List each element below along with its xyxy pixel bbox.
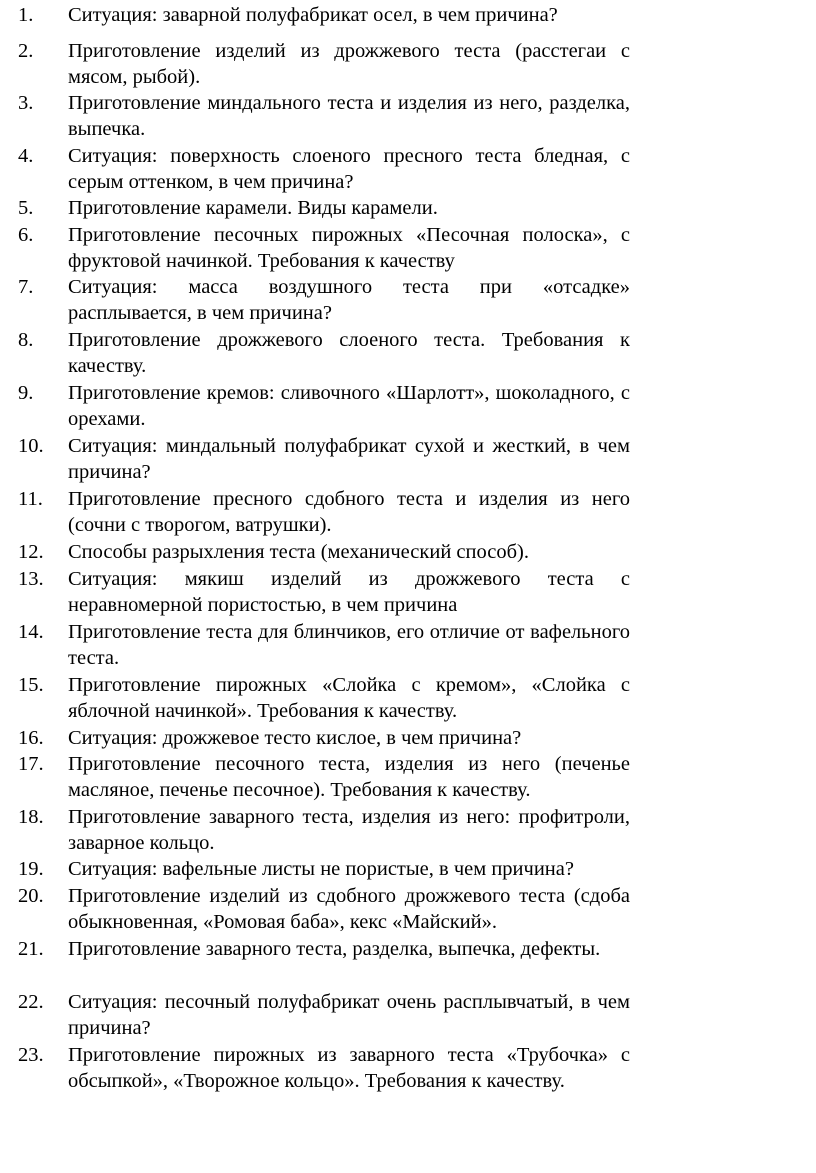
item-text: Ситуация: заварной полуфабрикат осел, в чем причина? [68,4,558,26]
item-number: 22. [18,991,44,1013]
item-text: Приготовление песочного теста, изделия из него (печенье масляное, печенье песочное). Требования к качеству. [68,753,630,801]
item-text: Способы разрыхления теста (механический способ). [68,541,529,563]
item-number: 19. [18,858,44,880]
item-number: 9. [18,382,34,404]
item-text: Приготовление теста для блинчиков, его отличие от вафельного теста. [68,621,630,669]
item-text: Ситуация: мякиш изделий из дрожжевого теста с неравномерной пористостью, в чем причина [68,568,630,616]
item-text: Приготовление дрожжевого слоеного теста. Требования к качеству. [68,329,630,377]
item-number: 21. [18,938,44,960]
item-text: Приготовление карамели. Виды карамели. [68,197,438,219]
item-number: 12. [18,541,44,563]
item-text: Приготовление пирожных «Слойка с кремом», «Слойка с яблочной начинкой». Требования к качеству. [68,674,630,722]
item-number: 8. [18,329,34,351]
item-text: Приготовление миндального теста и изделия из него, разделка, выпечка. [68,92,630,140]
item-number: 18. [18,806,44,828]
item-number: 1. [18,4,34,26]
item-number: 15. [18,674,44,696]
item-number: 13. [18,568,44,590]
item-text: Ситуация: песочный полуфабрикат очень расплывчатый, в чем причина? [68,991,630,1039]
item-number: 6. [18,224,34,246]
item-number: 7. [18,276,34,298]
item-text: Приготовление песочных пирожных «Песочная полоска», с фруктовой начинкой. Требования к качеству [68,224,630,272]
item-text: Приготовление заварного теста, разделка, выпечка, дефекты. [68,938,601,960]
item-text: Ситуация: вафельные листы не пористые, в чем причина? [68,858,574,880]
item-number: 23. [18,1044,44,1066]
item-text: Приготовление изделий из дрожжевого теста (расстегаи с мясом, рыбой). [68,40,630,88]
item-text: Приготовление пирожных из заварного теста «Трубочка» с обсыпкой», «Творожное кольцо». Требования к качеству. [68,1044,630,1092]
item-text: Ситуация: дрожжевое тесто кислое, в чем причина? [68,727,522,749]
item-text: Ситуация: поверхность слоеного пресного теста бледная, с серым оттенком, в чем причина? [68,145,630,193]
item-number: 14. [18,621,44,643]
item-number: 11. [18,488,43,510]
item-text: Приготовление пресного сдобного теста и изделия из него (сочни с творогом, ватрушки). [68,488,630,536]
item-number: 17. [18,753,44,775]
item-text: Ситуация: масса воздушного теста при «отсадке» расплывается, в чем причина? [68,276,630,324]
item-number: 5. [18,197,34,219]
item-number: 3. [18,92,34,114]
item-text: Ситуация: миндальный полуфабрикат сухой и жесткий, в чем причина? [68,435,630,483]
item-number: 20. [18,885,44,907]
item-number: 2. [18,40,34,62]
item-number: 16. [18,727,44,749]
item-number: 4. [18,145,34,167]
item-text: Приготовление изделий из сдобного дрожжевого теста (сдоба обыкновенная, «Ромовая баба», кекс «Майский». [68,885,630,933]
item-number: 10. [18,435,44,457]
item-text: Приготовление заварного теста, изделия из него: профитроли, заварное кольцо. [68,806,630,854]
item-text: Приготовление кремов: сливочного «Шарлотт», шоколадного, с орехами. [68,382,630,430]
